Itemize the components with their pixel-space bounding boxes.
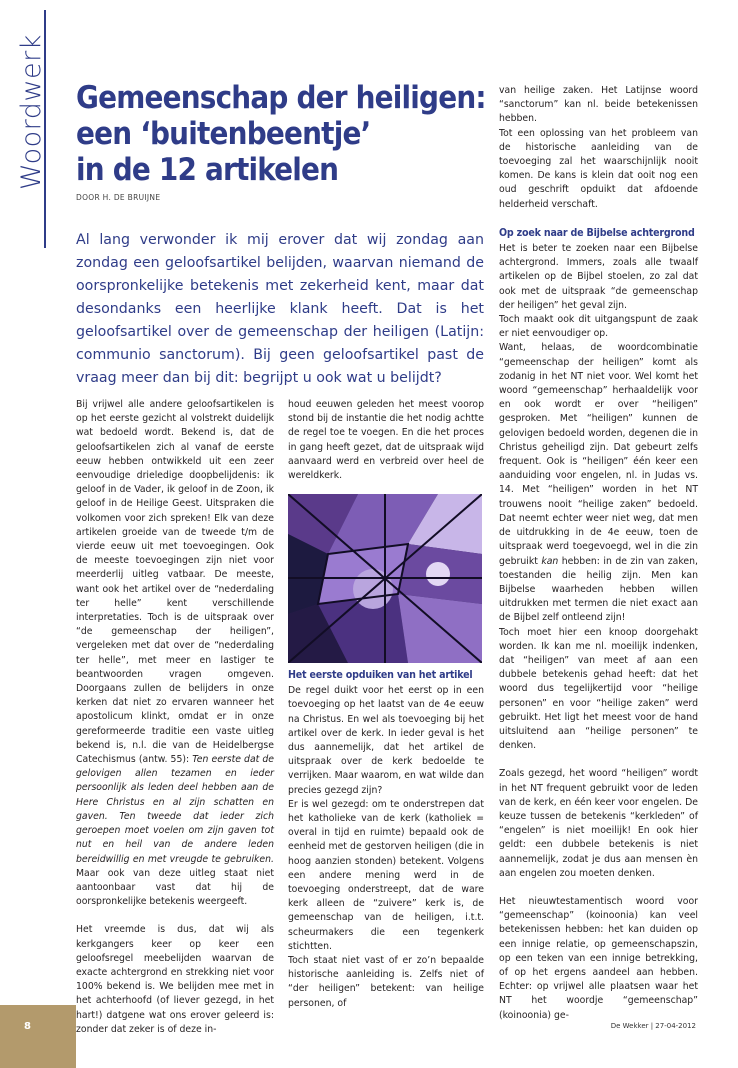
body-paragraph: Het vreemde is dus, dat wij als kerkgangers keer op keer een geloofsregel meebelijden waarvan de exacte achtergrond en strekking niet voor 100% bekend is. We belijden mee met in het achterhoofd (of liever gezegd, in het hart!) datgene wat ons erover geleerd is: zonder dat zeker is of deze in- <box>76 924 274 1035</box>
body-paragraph: Toch moet hier een knoop doorgehakt worden. Ik kan me nl. moeilijk indenken, dat “heiligen” van meet af aan een dubbele betekenis gehad heeft: dat het woord dus tegelijkertijd voor “heilige personen” en voor “heilige zaken” werd gebruikt. Het ligt het meest voor de hand uitsluitend aan “heilige personen” te denken. <box>499 626 698 752</box>
page-number: 8 <box>24 1021 31 1032</box>
body-paragraph: houd eeuwen geleden het meest voorop stond bij de instantie die het nodig achtte de regel toe te voegen. En die het proces in gang heeft gezet, dat de uitspraak wijd aanvaard werd en verbreid over heel de wereldkerk. <box>288 399 484 482</box>
body-paragraph: Want, helaas, de woordcombinatie “gemeenschap der heiligen” komt als zodanig in het NT niet voor. Wel komt het woord “gemeenschap” herhaaldelijk voor en ook wordt er over “heiligen” gesproken. Met “heiligen” kunnen de gelovigen bedoeld worden, degenen die in Christus geheiligd zijn. Dat gebeurt zelfs frequent. Ook is “heiligen” één keer een aanduiding voor engelen, nl. in Judas vs. 14. Met “heiligen” worden in het NT trouwens nooit “heilige zaken” bedoeld. Dat neemt echter weer niet weg, dat men de uitdrukking in de 4e eeuw, toen de uitspraak werd toegevoegd, wel in die zin gebruikt kan hebben: in de zin van zaken, toestanden die heilig zijn. Men kan Bijbelse waarheden hebben willen uitdrukken met termen die niet exact aan de Bijbel zelf ontleend zijn! <box>499 342 698 624</box>
body-paragraph: Zoals gezegd, het woord “heiligen” wordt in het NT frequent gebruikt voor de leden van de kerk, en één keer voor engelen. De keuze tussen de betekenis “kerkleden” of “engelen” is niet moeilijk! En ook hier geldt: een dubbele betekenis is niet aannemelijk, zodat je dus aan mensen èn aan engelen zou moeten denken. <box>499 768 698 879</box>
catechism-quote: Ten eerste dat de gelovigen allen tezamen en ieder persoonlijk als leden deel hebben aan de Here Christus en al zijn schatten en gaven. Ten tweede dat ieder zich geroepen moet voelen om zijn gaven tot nut en heil van de andere leden bereidwillig en met vreugde te gebruiken. <box>76 754 274 865</box>
subheading: Op zoek naar de Bijbelse achtergrond <box>499 226 695 239</box>
body-paragraph: Toch maakt ook dit uitgangspunt de zaak er niet eenvoudiger op. <box>499 314 698 340</box>
page-number-badge <box>0 1005 76 1068</box>
byline: DOOR H. DE BRUIJNE <box>76 193 161 202</box>
body-paragraph: Het nieuwtestamentisch woord voor “gemeenschap” (koinoonia) kan veel betekenissen hebben: het kan duiden op een innige relatie, op gemeenschapszin, op een teken van een innige betrekking, of op het ergens aandeel aan hebben. Echter: op vrijwel alle plaatsen waar het NT het woordje “gemeenschap” (koinoonia) ge- <box>499 895 698 1021</box>
footer-publication: De Wekker | 27-04-2012 <box>610 1022 696 1030</box>
stained-glass-photo <box>288 494 482 663</box>
body-paragraph: Tot een oplossing van het probleem van de historische aanleiding van de toevoeging zal het waarschijnlijk nooit komen. De kans is klein dat ooit nog een oud geschrift opduikt dat afdoende helderheid verschaft. <box>499 127 698 210</box>
body-paragraph: van heilige zaken. Het Latijnse woord “sanctorum” kan nl. beide betekenissen hebben. <box>499 85 698 125</box>
subheading: Het eerste opduiken van het artikel <box>288 669 473 681</box>
body-paragraph: Toch staat niet vast of er zo’n bepaalde historische aanleiding is. Zelfs niet of “der heiligen” betekent: van heilige personen, of <box>288 955 484 1009</box>
title-line-1: Gemeenschap der heiligen: <box>76 80 486 116</box>
section-label: Woordwerk <box>16 34 47 190</box>
column-2 <box>288 398 484 483</box>
title-line-2: een ‘buitenbeentje’ <box>76 116 371 152</box>
body-paragraph: Het is beter te zoeken naar een Bijbelse achtergrond. Immers, zoals alle twaalf artikelen op de Bijbel stoelen, zo zal dat ook met de uitspraak “de gemeenschap der heiligen” het geval zijn. <box>499 243 698 311</box>
body-paragraph: Bij vrijwel alle andere geloofsartikelen is op het eerste gezicht al volstrekt duidelijk wat bedoeld wordt. Bekend is, dat de geloofsartikelen zich al vanaf de eerste eeuw hebben ontwikkeld uit een zeer eenvoudige drieledige doopbelijdenis: ik geloof in de Vader, ik geloof in de Zoon, ik geloof in de Heilige Geest. Uitspraken die volkomen voor zich spreken! Elk van deze artikelen groeide van de tweede t/m de vierde eeuw uit met toevoegingen. Ook de meeste toevoegingen zijn niet voor meerderlij uitleg vatbaar. De meeste, want ook het artikel over de “nederdaling ter helle” kent verschillende interpretaties. Toch is de uitspraak over “de gemeenschap der heiligen”, vergeleken met dat over de “nederdaling ter helle”, met meer en lastiger te beantwoorden vragen omgeven. Doorgaans zullen de belijders in onze kerken dat niet zo ervaren wanneer het apostolicum klinkt, omdat er in onze gereformeerde traditie een vaste uitleg bekend is, n.l. die van de Heidelbergse Catechismus (antw. 55): Ten eerste dat de gelovigen allen tezamen en ieder persoonlijk als leden deel hebben aan de Here Christus en al zijn schatten en gaven. Ten tweede dat ieder zich geroepen moet voelen om zijn gaven tot nut en heil van de andere leden bereidwillig en met vreugde te gebruiken. Maar ook van deze uitleg staat niet aantoonbaar vast dat hij de oorspronkelijke betekenis weergeeft. <box>76 399 274 908</box>
body-paragraph: Er is wel gezegd: om te onderstrepen dat het katholieke van de kerk (katholiek = overal in tijd en ruimte) bepaald ook de eenheid met de gestorven heiligen (die in hoog aanzien stonden) betekent. Volgens een andere mening werd in de toevoeging onderstreept, dat de ware kerk alleen de “zuivere” kerk is, de gemeenschap van de heiligen, i.t.t. scheurmakers die een tegenkerk stichtten. <box>288 798 484 952</box>
intro-paragraph: Al lang verwonder ik mij erover dat wij zondag aan zondag een geloofsartikel belijden, waarvan niemand de oorspronkelijke betekenis met zekerheid kent, maar dat desondanks een heerlijke klank heeft. Dat is het geloofsartikel over de gemeenschap der heiligen (Latijn: communio sanctorum). Bij geen geloofsartikel past de vraag meer dan bij dit: begrijpt u ook wat u belijdt? <box>76 232 484 386</box>
column-2-continued <box>288 668 484 1011</box>
column-1 <box>76 398 274 1037</box>
title-line-3: in de 12 artikelen <box>76 152 339 188</box>
column-3 <box>499 84 698 1023</box>
body-paragraph: De regel duikt voor het eerst op in een toevoeging op het laatst van de 4e eeuw na Christus. En wel als toevoeging bij het artikel over de kerk. In ieder geval is het dus aannemelijk, dat het artikel de uitspraak over de kerk bedoelde te verrijken. Maar waarom, en wat wilde dan precies gezegd zijn? <box>288 685 484 796</box>
article-title <box>76 80 486 188</box>
